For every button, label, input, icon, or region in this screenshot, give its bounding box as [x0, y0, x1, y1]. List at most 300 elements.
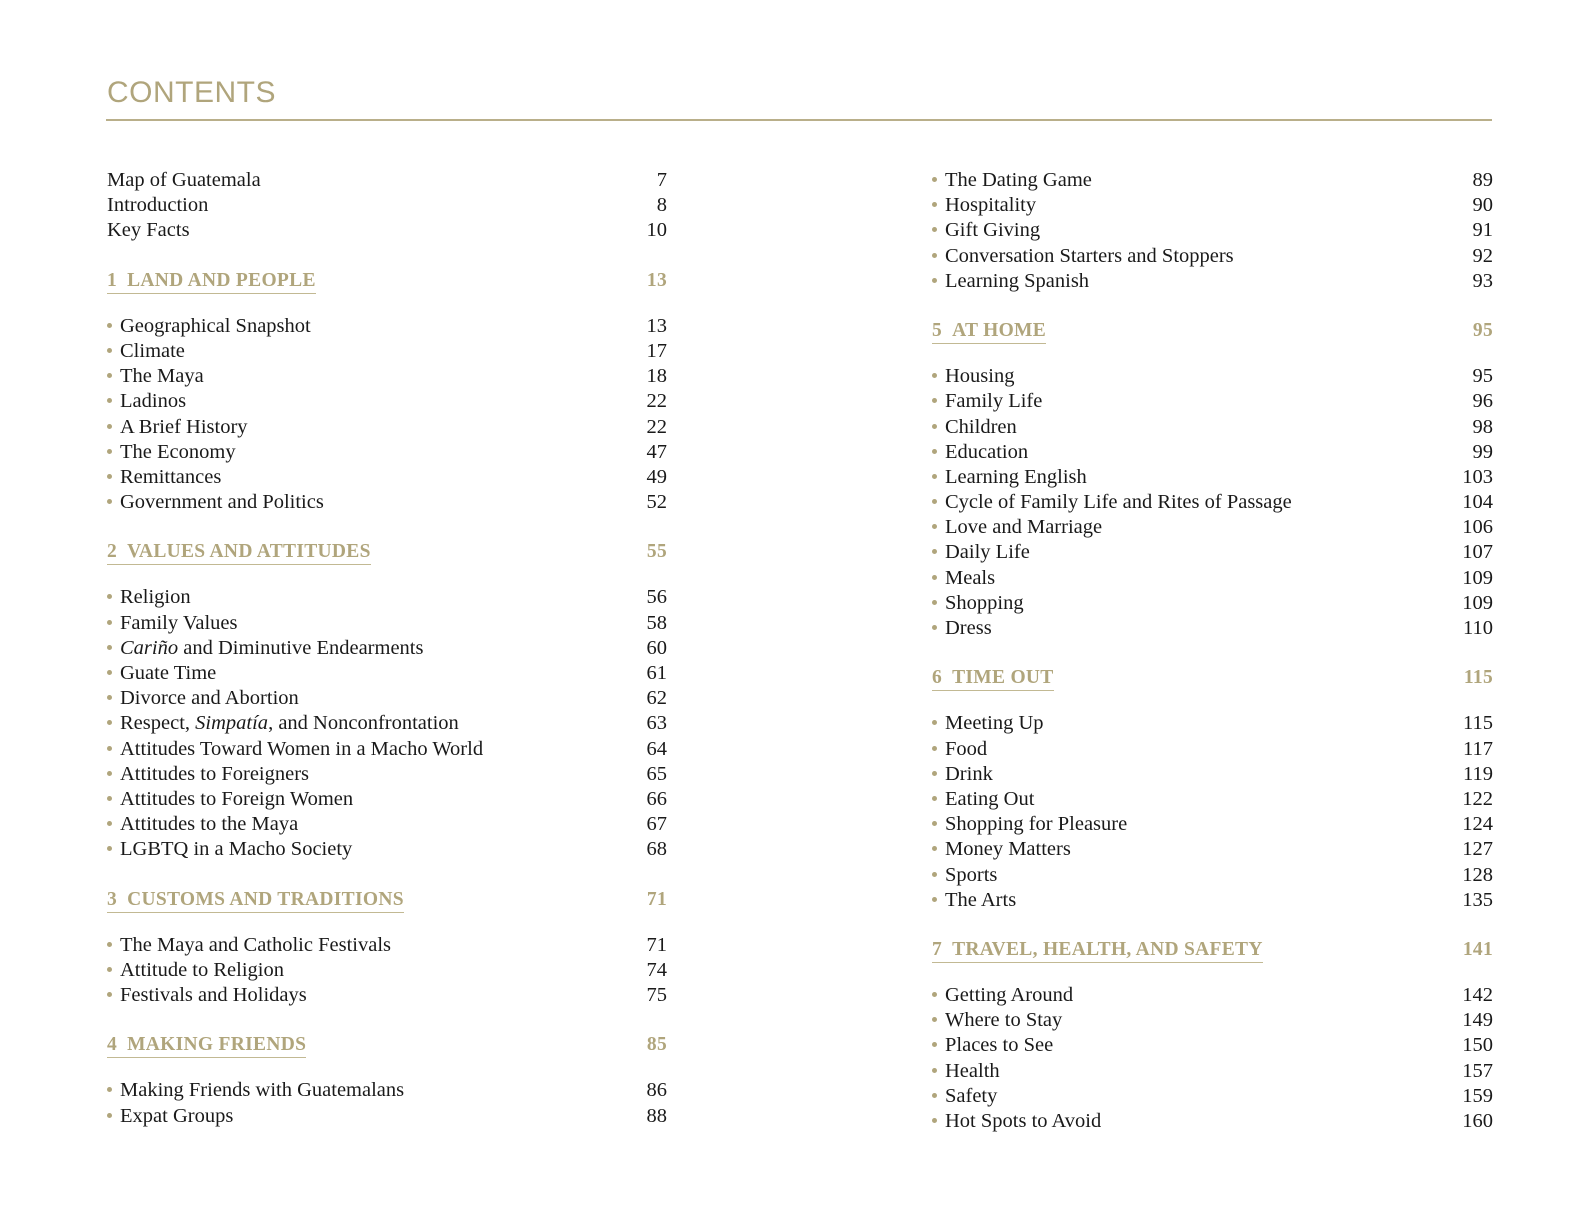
bullet-icon — [932, 1017, 937, 1022]
section-spacer — [107, 515, 667, 539]
label-text: Hot Spots to Avoid — [945, 1110, 1102, 1132]
entry-label — [932, 490, 1292, 515]
entry-page-number: 157 — [1462, 1059, 1493, 1082]
toc-subentry[interactable] — [932, 566, 1493, 591]
toc-subentry[interactable] — [107, 465, 667, 490]
toc-subentry[interactable] — [932, 415, 1493, 440]
entry-page-number: 96 — [1472, 390, 1493, 413]
entry-label — [107, 389, 186, 414]
chapter-spacer — [107, 912, 667, 933]
bullet-icon — [932, 227, 937, 232]
bullet-icon — [932, 872, 937, 877]
toc-subentry[interactable] — [932, 540, 1493, 565]
entry-label — [107, 787, 353, 812]
label-text: Drink — [945, 762, 993, 785]
bullet-icon — [932, 499, 937, 504]
bullet-icon — [932, 992, 937, 997]
toc-subentry[interactable] — [107, 762, 667, 787]
bullet-icon — [932, 1118, 937, 1123]
chapter-page-number: 71 — [646, 888, 667, 910]
chapter-title — [107, 541, 371, 565]
label-text: Map of Guatemala — [107, 169, 261, 191]
chapter-title — [107, 270, 316, 294]
entry-page-number: 52 — [646, 491, 667, 514]
entry-label — [932, 1033, 1053, 1058]
entry-page-number: 88 — [646, 1104, 667, 1127]
entry-label — [932, 515, 1102, 540]
toc-subentry[interactable] — [107, 983, 667, 1008]
toc-subentry[interactable] — [107, 737, 667, 762]
chapter-page-number: 115 — [1463, 667, 1493, 689]
bullet-icon — [107, 846, 112, 851]
entry-label — [932, 168, 1092, 193]
entry-label — [932, 888, 1016, 913]
bullet-icon — [107, 398, 112, 403]
section-spacer — [932, 913, 1493, 937]
entry-label — [932, 711, 1044, 736]
chapter-title — [107, 889, 404, 913]
entry-label — [932, 465, 1087, 490]
toc-subentry[interactable] — [932, 440, 1493, 465]
chapter-title — [107, 1034, 306, 1058]
chapter-heading[interactable] — [107, 887, 667, 912]
entry-label — [107, 168, 261, 193]
bullet-icon — [932, 177, 937, 182]
toc-subentry[interactable] — [932, 616, 1493, 641]
toc-subentry[interactable] — [932, 1109, 1493, 1134]
toc-subentry[interactable] — [932, 737, 1493, 762]
entry-page-number: 17 — [646, 339, 667, 362]
bullet-icon — [107, 821, 112, 826]
bullet-icon — [107, 942, 112, 947]
entry-page-number: 64 — [646, 737, 667, 760]
entry-page-number: 103 — [1462, 465, 1493, 488]
toc-subentry[interactable] — [107, 611, 667, 636]
label-text: Sports — [945, 863, 998, 886]
toc-subentry[interactable] — [932, 465, 1493, 490]
entry-label — [107, 339, 185, 364]
label-text: Making Friends with Guatemalans — [120, 1079, 405, 1102]
section-spacer — [107, 863, 667, 887]
entry-page-number: 71 — [646, 933, 667, 956]
label-text: Money Matters — [945, 838, 1071, 861]
chapter-number: 6 — [932, 667, 943, 689]
toc-subentry[interactable] — [932, 1084, 1493, 1109]
entry-page-number: 75 — [646, 984, 667, 1007]
chapter-spacer — [932, 343, 1493, 364]
toc-subentry[interactable] — [107, 1104, 667, 1129]
entry-label — [107, 1078, 404, 1103]
chapter-title-text: LAND AND PEOPLE — [127, 269, 316, 291]
entry-label — [107, 958, 284, 983]
bullet-icon — [107, 670, 112, 675]
label-text: Expat Groups — [120, 1104, 234, 1127]
chapter-spacer — [932, 962, 1493, 983]
entry-page-number: 142 — [1462, 984, 1493, 1007]
bullet-icon — [107, 594, 112, 599]
bullet-icon — [932, 796, 937, 801]
label-text: Guate Time — [120, 662, 217, 684]
entry-label — [107, 585, 191, 610]
entry-label — [107, 737, 483, 762]
label-text: Religion — [120, 586, 191, 609]
label-text: Getting Around — [945, 984, 1074, 1007]
toc-column-right — [932, 168, 1493, 1134]
entry-label — [932, 983, 1073, 1008]
chapter-title-text: AT HOME — [952, 319, 1047, 341]
toc-subentry[interactable] — [107, 812, 667, 837]
toc-subentry[interactable] — [932, 863, 1493, 888]
entry-page-number: 22 — [646, 415, 667, 438]
bullet-icon — [107, 348, 112, 353]
entry-label — [932, 244, 1234, 269]
toc-subentry[interactable] — [932, 193, 1493, 218]
bullet-icon — [932, 449, 937, 454]
bullet-icon — [932, 821, 937, 826]
entry-label — [932, 787, 1034, 812]
chapter-page-number: 85 — [646, 1034, 667, 1056]
chapter-title-text: TIME OUT — [952, 667, 1054, 689]
entry-page-number: 91 — [1472, 219, 1493, 242]
entry-label — [932, 566, 995, 591]
bullet-icon — [107, 796, 112, 801]
chapter-page-number: 55 — [646, 541, 667, 563]
bullet-icon — [932, 720, 937, 725]
entry-label — [932, 1059, 1000, 1084]
chapter-title — [932, 320, 1046, 344]
bullet-icon — [932, 846, 937, 851]
entry-page-number: 92 — [1472, 244, 1493, 267]
label-text: The Dating Game — [945, 169, 1092, 191]
entry-page-number: 109 — [1462, 591, 1493, 614]
toc-subentry[interactable] — [107, 440, 667, 465]
chapter-spacer — [107, 1057, 667, 1078]
bullet-icon — [932, 524, 937, 529]
toc-subentry[interactable] — [932, 218, 1493, 243]
bullet-icon — [107, 720, 112, 725]
entry-page-number: 13 — [646, 314, 667, 337]
chapter-spacer — [932, 690, 1493, 711]
section-spacer — [107, 1008, 667, 1032]
label-text: Safety — [945, 1084, 998, 1107]
toc-subentry[interactable] — [107, 636, 667, 661]
entry-label — [107, 933, 391, 958]
label-text: Dress — [945, 617, 992, 639]
chapter-heading[interactable] — [932, 937, 1493, 962]
entry-page-number: 115 — [1463, 712, 1493, 735]
entry-page-number: 86 — [646, 1079, 667, 1102]
toc-subentry[interactable] — [107, 314, 667, 339]
entry-label — [932, 218, 1040, 243]
toc-subentry[interactable] — [932, 490, 1493, 515]
bullet-icon — [932, 424, 937, 429]
chapter-number: 7 — [932, 938, 943, 960]
toc-subentry[interactable] — [932, 711, 1493, 736]
label-text: Learning English — [945, 465, 1087, 488]
entry-label — [932, 1008, 1062, 1033]
entry-page-number: 110 — [1463, 617, 1493, 639]
entry-label — [107, 983, 307, 1008]
toc-subentry[interactable] — [107, 585, 667, 610]
entry-page-number: 7 — [656, 169, 667, 191]
label-text: Meeting Up — [945, 712, 1044, 735]
entry-page-number: 95 — [1472, 365, 1493, 388]
label-text: Attitude to Religion — [120, 958, 284, 981]
toc-subentry[interactable] — [932, 269, 1493, 294]
label-text: Geographical Snapshot — [120, 314, 311, 337]
entry-label — [107, 218, 190, 243]
section-spacer — [107, 244, 667, 268]
entry-label — [932, 415, 1017, 440]
toc-subentry[interactable] — [107, 787, 667, 812]
bullet-icon — [932, 771, 937, 776]
bullet-icon — [932, 897, 937, 902]
bullet-icon — [107, 771, 112, 776]
entry-page-number: 67 — [646, 813, 667, 836]
label-text: Food — [945, 737, 988, 760]
bullet-icon — [932, 474, 937, 479]
label-part: , and Nonconfrontation — [268, 712, 459, 735]
bullet-icon — [107, 1113, 112, 1118]
bullet-icon — [932, 625, 937, 630]
label-text: Attitudes to Foreign Women — [120, 787, 354, 810]
label-part: Respect, — [120, 712, 196, 735]
label-text: The Arts — [945, 888, 1017, 911]
toc-subentry[interactable] — [107, 686, 667, 711]
bullet-icon — [107, 424, 112, 429]
toc-entry[interactable] — [107, 218, 667, 243]
label-text: Attitudes to Foreigners — [120, 762, 310, 785]
label-text: Education — [945, 440, 1029, 463]
entry-label — [932, 591, 1024, 616]
chapter-title-text: MAKING FRIENDS — [127, 1034, 307, 1056]
toc-subentry[interactable] — [932, 983, 1493, 1008]
toc-subentry[interactable] — [932, 515, 1493, 540]
entry-label — [932, 540, 1030, 565]
bullet-icon — [107, 992, 112, 997]
entry-page-number: 98 — [1472, 415, 1493, 438]
section-spacer — [932, 641, 1493, 665]
bullet-icon — [107, 645, 112, 650]
toc-subentry[interactable] — [107, 661, 667, 686]
bullet-icon — [932, 373, 937, 378]
entry-page-number: 68 — [646, 838, 667, 861]
bullet-icon — [932, 549, 937, 554]
toc-subentry[interactable] — [932, 1033, 1493, 1058]
chapter-page-number: 141 — [1462, 938, 1493, 960]
entry-label — [107, 415, 248, 440]
toc-subentry[interactable] — [932, 837, 1493, 862]
chapter-title — [932, 939, 1263, 963]
entry-page-number: 62 — [646, 687, 667, 710]
entry-page-number: 8 — [656, 194, 667, 217]
chapter-heading[interactable] — [107, 268, 667, 293]
label-text: Gift Giving — [945, 219, 1041, 242]
bullet-icon — [107, 373, 112, 378]
label-text: Introduction — [107, 194, 209, 217]
entry-label — [107, 812, 298, 837]
bullet-icon — [107, 620, 112, 625]
label-part: and Diminutive Endearments — [178, 636, 424, 659]
bullet-icon — [107, 323, 112, 328]
entry-page-number: 47 — [646, 440, 667, 463]
bullet-icon — [107, 499, 112, 504]
bullet-icon — [107, 1087, 112, 1092]
toc-subentry[interactable] — [107, 933, 667, 958]
label-text: Housing — [945, 365, 1015, 388]
chapter-heading[interactable] — [932, 665, 1493, 690]
toc-entry[interactable] — [107, 193, 667, 218]
entry-page-number: 58 — [646, 611, 667, 634]
entry-label — [932, 616, 992, 641]
label-text: Festivals and Holidays — [120, 984, 307, 1007]
entry-page-number: 18 — [646, 365, 667, 388]
entry-label — [932, 269, 1089, 294]
toc-subentry[interactable] — [107, 339, 667, 364]
bullet-icon — [932, 746, 937, 751]
entry-label — [107, 611, 238, 636]
title-divider — [106, 119, 1492, 121]
section-spacer — [932, 294, 1493, 318]
toc-subentry[interactable] — [932, 888, 1493, 913]
toc-subentry[interactable] — [107, 364, 667, 389]
entry-label — [107, 636, 423, 661]
toc-subentry[interactable] — [932, 364, 1493, 389]
entry-page-number: 93 — [1472, 269, 1493, 292]
toc-subentry[interactable] — [932, 1008, 1493, 1033]
toc-subentry[interactable] — [932, 787, 1493, 812]
entry-page-number: 104 — [1462, 491, 1493, 514]
toc-entry[interactable] — [107, 168, 667, 193]
chapter-heading[interactable] — [932, 318, 1493, 343]
label-text: Conversation Starters and Stoppers — [945, 244, 1234, 267]
toc-subentry[interactable] — [932, 168, 1493, 193]
chapter-number: 3 — [107, 888, 118, 910]
toc-subentry[interactable] — [107, 711, 667, 736]
chapter-page-number: 13 — [646, 269, 667, 291]
label-text: Government and Politics — [120, 491, 324, 514]
entry-page-number: 124 — [1462, 813, 1493, 836]
entry-page-number: 119 — [1463, 762, 1493, 785]
toc-subentry[interactable] — [107, 1078, 667, 1103]
label-text: Love and Marriage — [945, 516, 1103, 539]
toc-subentry[interactable] — [107, 958, 667, 983]
entry-page-number: 150 — [1462, 1034, 1493, 1057]
chapter-number: 2 — [107, 541, 118, 563]
entry-label — [107, 661, 216, 686]
toc-subentry[interactable] — [932, 762, 1493, 787]
entry-label — [107, 1104, 233, 1129]
label-text: Divorce and Abortion — [120, 687, 299, 710]
toc-subentry[interactable] — [932, 1059, 1493, 1084]
bullet-icon — [107, 967, 112, 972]
italic-term: Cariño — [120, 636, 179, 659]
entry-label — [932, 389, 1042, 414]
chapter-heading[interactable] — [107, 539, 667, 564]
entry-page-number: 128 — [1462, 863, 1493, 886]
entry-label — [107, 762, 309, 787]
label-text: Cycle of Family Life and Rites of Passage — [945, 491, 1292, 514]
toc-subentry[interactable] — [107, 837, 667, 862]
entry-page-number: 63 — [646, 712, 667, 735]
label-text: LGBTQ in a Macho Society — [120, 838, 353, 861]
entry-label — [932, 364, 1014, 389]
entry-label — [107, 314, 311, 339]
toc-subentry[interactable] — [932, 389, 1493, 414]
toc-subentry[interactable] — [932, 812, 1493, 837]
toc-subentry[interactable] — [932, 591, 1493, 616]
label-text: Hospitality — [945, 194, 1037, 217]
label-text: Meals — [945, 566, 996, 589]
entry-page-number: 56 — [646, 586, 667, 609]
chapter-number: 1 — [107, 269, 118, 291]
bullet-icon — [107, 449, 112, 454]
entry-label — [932, 1084, 997, 1109]
toc-subentry[interactable] — [107, 415, 667, 440]
bullet-icon — [932, 1093, 937, 1098]
page-title: CONTENTS — [107, 76, 276, 109]
chapter-number: 5 — [932, 319, 943, 341]
entry-page-number: 107 — [1462, 541, 1493, 564]
entry-page-number: 90 — [1472, 194, 1493, 217]
bullet-icon — [932, 398, 937, 403]
chapter-title-text: CUSTOMS AND TRADITIONS — [127, 888, 404, 910]
entry-page-number: 99 — [1472, 440, 1493, 463]
toc-subentry[interactable] — [107, 389, 667, 414]
label-text: Where to Stay — [945, 1009, 1063, 1032]
label-text: A Brief History — [120, 415, 248, 438]
entry-label — [932, 762, 993, 787]
entry-page-number: 106 — [1462, 516, 1493, 539]
entry-page-number: 109 — [1462, 566, 1493, 589]
entry-label — [932, 812, 1127, 837]
entry-page-number: 66 — [646, 787, 667, 810]
bullet-icon — [932, 1068, 937, 1073]
entry-label — [107, 686, 299, 711]
entry-page-number: 149 — [1462, 1009, 1493, 1032]
entry-label — [107, 490, 324, 515]
entry-page-number: 60 — [646, 636, 667, 659]
bullet-icon — [107, 746, 112, 751]
chapter-heading[interactable] — [107, 1032, 667, 1057]
chapter-spacer — [107, 564, 667, 585]
entry-label — [107, 711, 459, 736]
entry-label — [932, 863, 997, 888]
entry-label — [107, 193, 208, 218]
label-text: Health — [945, 1059, 1000, 1082]
label-text: Remittances — [120, 465, 222, 488]
entry-label — [932, 1109, 1101, 1134]
entry-page-number: 65 — [646, 762, 667, 785]
entry-label — [107, 837, 352, 862]
label-text: Children — [945, 415, 1017, 438]
entry-page-number: 49 — [646, 465, 667, 488]
bullet-icon — [932, 575, 937, 580]
label-text: Key Facts — [107, 219, 190, 242]
chapter-page-number: 95 — [1472, 319, 1493, 341]
chapter-spacer — [107, 293, 667, 314]
label-text: Learning Spanish — [945, 269, 1090, 292]
bullet-icon — [932, 202, 937, 207]
entry-page-number: 61 — [646, 662, 667, 684]
entry-label — [932, 837, 1071, 862]
toc-subentry[interactable] — [107, 490, 667, 515]
entry-page-number: 10 — [646, 219, 667, 242]
toc-subentry[interactable] — [932, 244, 1493, 269]
entry-label — [932, 440, 1028, 465]
entry-page-number: 74 — [646, 958, 667, 981]
chapter-title — [932, 667, 1054, 691]
